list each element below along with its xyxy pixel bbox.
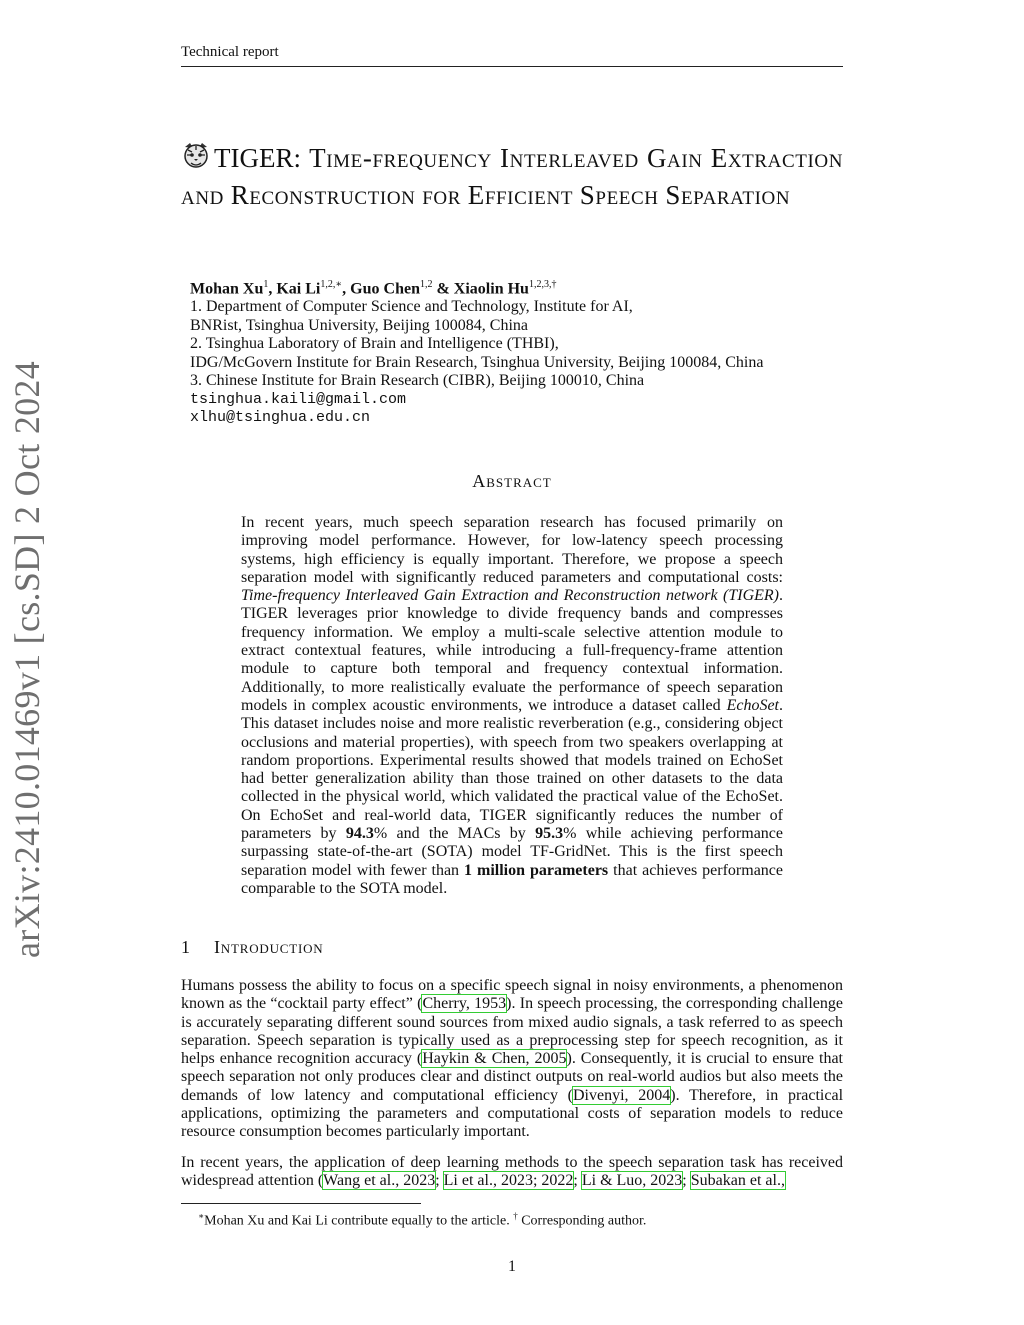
title-word: Speech xyxy=(579,180,659,210)
affiliation-line: 3. Chinese Institute for Brain Research (CIBR), Beijing 100010, China xyxy=(190,372,645,390)
abstract-bold: 94.3 xyxy=(345,825,374,843)
title-word: Separation xyxy=(665,180,791,210)
author-affil-mark: 1,2 xyxy=(419,279,433,290)
author-name: Kai Li xyxy=(276,280,321,298)
abstract-text: that achieves performance comparable to the SOTA model. xyxy=(241,861,783,897)
abstract-emphasis: Time-frequency Interleaved Gain Extraction and Reconstruction network (TIGER) xyxy=(241,587,779,605)
citation-link[interactable]: Haykin & Chen, 2005 xyxy=(422,1050,567,1068)
citation-link[interactable]: Cherry, 1953 xyxy=(422,995,507,1013)
title-word: Time-frequency xyxy=(309,143,492,173)
title-word: Extraction xyxy=(710,143,844,173)
intro-paragraph-1 xyxy=(181,977,843,1142)
title-word: Efficient xyxy=(467,180,574,210)
author-name: Mohan Xu xyxy=(190,280,264,298)
footnote-mark: ∗ xyxy=(198,1211,205,1221)
title-word: Reconstruction xyxy=(230,180,416,210)
author-affil-mark: 1 xyxy=(263,279,269,290)
footnote-text: Corresponding author. xyxy=(517,1213,647,1229)
footnote-rule xyxy=(181,1203,421,1204)
citation-separator: ; xyxy=(435,1172,444,1190)
tiger-logo-icon xyxy=(181,141,211,171)
affiliation-line: BNRist, Tsinghua University, Beijing 100084, China xyxy=(190,316,528,334)
paragraph-text: ). Consequently, it is crucial to ensure that speech separation not only produces clear and distinct outputs on real-world audios but also meets the demands of low latency and computational efficiency ( xyxy=(181,1050,843,1104)
title-word: Gain xyxy=(646,143,703,173)
title-word: and xyxy=(181,180,224,210)
abstract-heading: Abstract xyxy=(472,471,552,491)
author-affil-mark: 1,2,∗ xyxy=(320,279,343,290)
citation-link[interactable]: Divenyi, 2004 xyxy=(573,1086,671,1104)
author-name: Xiaolin Hu xyxy=(453,280,529,298)
footnote xyxy=(198,1208,646,1230)
section-number: 1 xyxy=(181,937,191,957)
abstract-text: In recent years, much speech separation research has focused primarily on improving model performance. However, for low-latency speech processing systems, high efficiency is equally important. Therefore, we propose a speech separation model with significantly reduced parameters and computational costs: xyxy=(241,514,783,586)
author-names: Mohan Xu$^1$, Kai $Li^{1,2,∗}$, Guo Chen$^{1,2}$ & Xiaolin $Hu^{1,2,3,\dagger}$ xyxy=(190,279,557,298)
author-ampersand: & xyxy=(436,280,450,298)
title-word: for xyxy=(422,180,461,210)
author-affil-mark: 1,2,3,† xyxy=(528,279,557,290)
abstract-text: % and the MACs by xyxy=(373,825,536,843)
citation-separator: ; xyxy=(682,1172,691,1190)
citation-link[interactable]: Wang et al., 2023 xyxy=(323,1172,436,1190)
paragraph-text: Humans possess the ability to focus on a specific speech signal in noisy environments, a phenomenon known as the “cocktail party effect” ( xyxy=(181,977,843,1013)
abstract-bold: 1 million parameters xyxy=(464,861,609,879)
citation-link[interactable]: Li et al., 2023; 2022 xyxy=(443,1172,574,1190)
citation-separator: ; xyxy=(573,1172,582,1190)
title-prefix: TIGER: xyxy=(214,143,301,173)
abstract-body xyxy=(241,514,783,898)
section-heading-introduction xyxy=(181,937,323,958)
affiliation-line: 2. Tsinghua Laboratory of Brain and Intelligence (THBI), xyxy=(190,335,559,353)
abstract-bold: 95.3 xyxy=(535,825,564,843)
running-header: Technical report xyxy=(181,44,279,60)
citation-link[interactable]: Li & Luo, 2023 xyxy=(581,1172,683,1190)
abstract-emphasis: EchoSet xyxy=(726,696,779,714)
affiliation-line: 1. Department of Computer Science and Technology, Institute for AI, xyxy=(190,298,633,316)
title-word: Interleaved xyxy=(500,143,639,173)
author-name: Guo Chen xyxy=(350,280,420,298)
abstract-text: % while achieving performance surpassing state-of-the-art (SOTA) model TF-GridNet. This is the first speech separation model with fewer than xyxy=(241,825,784,879)
abstract-text: . TIGER leverages prior knowledge to divide frequency bands and compresses frequency information. We employ a multi-scale selective attention module to extract contextual features, while introducing a full-frequency-frame attention module to capture both temporal and frequency contextual information. Additionally, to more realistically evaluate the performance of speech separation models in complex acoustic environments, we introduce a dataset called xyxy=(241,587,783,714)
affiliation-line: IDG/McGovern Institute for Brain Research, Tsinghua University, Beijing 100084, China xyxy=(190,353,764,371)
email-link[interactable]: xlhu@tsinghua.edu.cn xyxy=(190,409,371,427)
arxiv-identifier-stamp[interactable]: arXiv:2410.01469v1 [cs.SD] 2 Oct 2024 xyxy=(7,360,47,958)
section-title: Introduction xyxy=(214,937,324,957)
paragraph-text: ). Therefore, in practical applications, optimizing the parameters and computational costs of separation models to reduce resource consumption becomes particularly important. xyxy=(181,1086,844,1141)
footnote-mark: † xyxy=(513,1211,518,1221)
email-link[interactable]: tsinghua.kaili@gmail.com xyxy=(190,390,407,408)
page-number: 1 xyxy=(508,1258,516,1275)
intro-paragraph-2 xyxy=(181,1154,843,1191)
paragraph-text: In recent years, the application of deep learning methods to the speech separation task has received widespread attention ( xyxy=(181,1154,843,1190)
author-block xyxy=(190,275,763,428)
abstract-text: . This dataset includes noise and more realistic reverberation (e.g., considering object occlusions and material properties), with speech from two speakers overlapping at random proportions. Experimental results showed that models trained on EchoSet had better generalization ability than those trained on other datasets to the data collected in the physical world, which validated the practical value of the EchoSet. On EchoSet and real-world data, TIGER significantly reduces the number of parameters by xyxy=(241,696,783,843)
paragraph-text: ). In speech processing, the corresponding challenge is accurately separating different sound sources from mixed audio signals, a task referred to as speech separation. Speech separation is typically used as a preprocessing step for speech recognition, as it helps enhance recognition accuracy ( xyxy=(181,995,844,1068)
citation-link[interactable]: Subakan et al., xyxy=(690,1172,785,1190)
header-rule xyxy=(181,66,843,67)
paper-title xyxy=(181,140,843,214)
footnote-text: Mohan Xu and Kai Li contribute equally to the article. xyxy=(204,1213,514,1229)
